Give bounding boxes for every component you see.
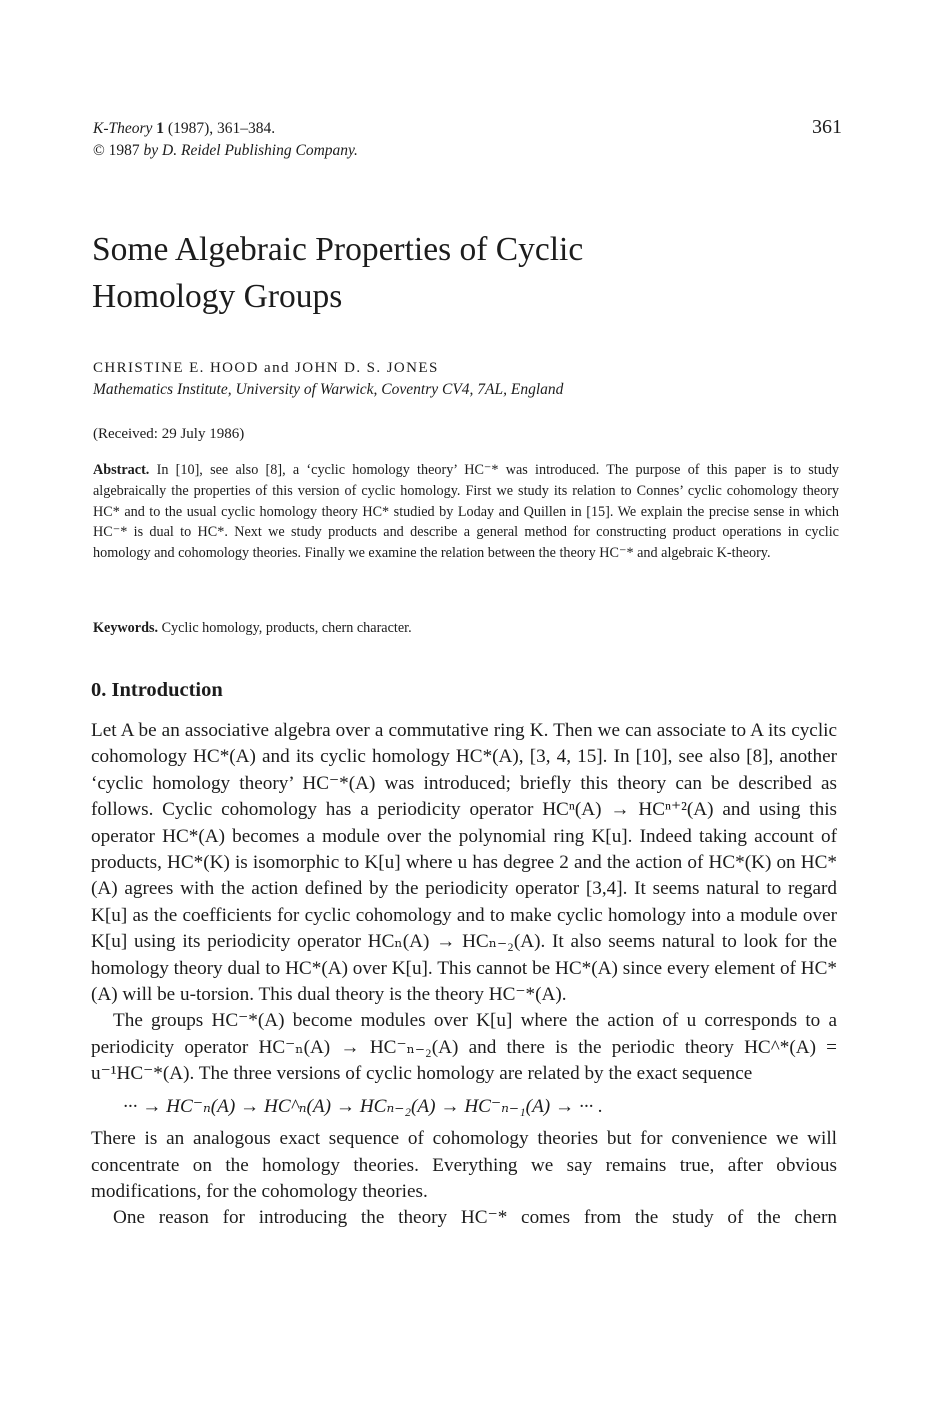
abstract-label: Abstract. [93, 462, 150, 478]
copyright-year: 1987 [108, 142, 140, 159]
journal-volume: 1 [156, 120, 165, 137]
journal-citation [93, 118, 843, 140]
section-title: 0. Introduction [91, 679, 223, 701]
keywords-text: Cyclic homology, products, chern character. [161, 620, 412, 636]
affiliation: Mathematics Institute, University of Warwick, Coventry CV4, 7AL, England [93, 381, 564, 398]
abstract [93, 460, 839, 564]
authors: CHRISTINE E. HOOD and JOHN D. S. JONES [93, 360, 439, 376]
paragraph: The groups HC⁻*(A) become modules over K[u] where the action of u corresponds to a periodicity operator HC⁻ₙ(A) → HC⁻ₙ₋₂(A) and there is the periodic theory HC^*(A) = u⁻¹HC⁻*(A). The three versions of cyclic homology are related by the exact sequence [91, 1010, 837, 1085]
paragraph: One reason for introducing the theory HC⁻* comes from the study of the chern [113, 1207, 837, 1229]
keywords-label: Keywords. [93, 620, 159, 636]
exact-sequence: ··· → HC⁻ₙ(A) → HC^ₙ(A) → HCₙ₋₂(A) → HC⁻ₙ₋₁(A) → ··· . [123, 1095, 603, 1117]
copyright-line [93, 140, 843, 162]
journal-header [93, 118, 843, 162]
paragraph: There is an analogous exact sequence of cohomology theories but for convenience we will concentrate on the homology theories. Everything we say remains true, after obvious modifications, for the cohomology theories. [91, 1128, 837, 1202]
abstract-text: In [10], see also [8], a ‘cyclic homology theory’ HC⁻* was introduced. The purpose of this paper is to study algebraically the properties of this version of cyclic homology. First we study its relation to Connes’ cyclic cohomology theory HC* and to the usual cyclic homology theory HC* studied by Loday and Quillen in [15]. We explain the precise sense in which HC⁻* is dual to HC*. Next we study products and describe a general method for constructing product operations in cyclic homology and cohomology theories. Finally we examine the relation between the theory HC⁻* and algebraic K-theory. [93, 462, 840, 562]
section-body [91, 718, 837, 1232]
copyright-symbol: © [93, 142, 105, 159]
page-number: 361 [812, 116, 842, 138]
received-date: (Received: 29 July 1986) [93, 426, 245, 442]
journal-year-pages: (1987), 361–384. [167, 120, 276, 137]
copyright-text: by D. Reidel Publishing Company. [143, 142, 358, 159]
journal-name: K-Theory [93, 120, 153, 137]
paragraph: Let A be an associative algebra over a commutative ring K. Then we can associate to A its cyclic cohomology HC*(A) and its cyclic homology HC*(A), [3, 4, 15]. In [10], see also [8], another ‘cyclic homology theory’ HC⁻*(A) was introduced; briefly this theory can be described as follows. Cyclic cohomology has a periodicity operator HCⁿ(A) → HCⁿ⁺²(A) and using this operator HC*(A) becomes a module over the polynomial ring K[u]. Indeed taking account of products, HC*(K) is isomorphic to K[u] where u has degree 2 and the action of HC*(K) on HC*(A) agrees with the action defined by the periodicity operator [3,4]. It seems natural to regard K[u] as the coefficients for cyclic cohomology and to make cyclic homology into a module over K[u] using its periodicity operator HCₙ(A) → HCₙ₋₂(A). It also seems natural to look for the homology theory dual to HC*(A) over K[u]. This cannot be HC*(A) since every element of HC*(A) will be u-torsion. This dual theory is the theory HC⁻*(A). [91, 720, 837, 1006]
title-line: Homology Groups [92, 278, 343, 315]
paper-title [92, 226, 792, 320]
keywords [93, 620, 412, 637]
title-line: Some Algebraic Properties of Cyclic [92, 231, 584, 268]
